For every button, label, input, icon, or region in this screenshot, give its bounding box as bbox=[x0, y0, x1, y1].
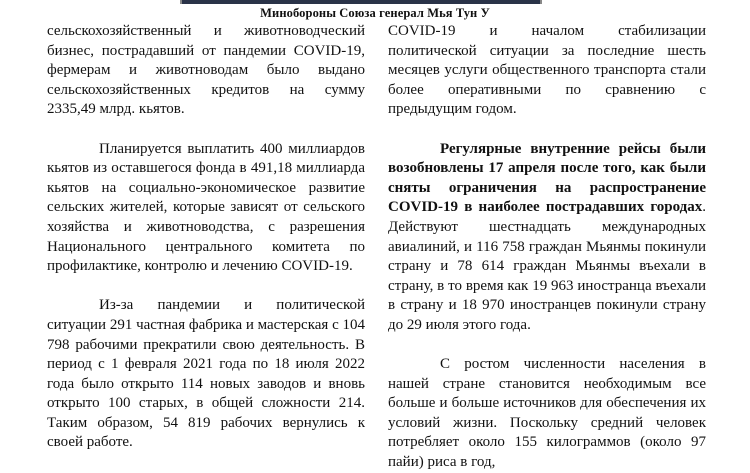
left-column bbox=[47, 22, 365, 453]
right-paragraph-3: С ростом численности населения в нашей стране становится необходимым все больше и больше источников для обеспечения их условий жизни. Поскольку средний человек потребляет около 155 килограммов (около 97 пайи) риса в год, bbox=[388, 356, 706, 471]
photo-caption: Минобороны Союза генерал Мья Тун У bbox=[260, 6, 490, 20]
left-paragraph-1: сельскохозяйственный и животноводческий бизнес, пострадавший от пандемии COVID-19, фермерам и животноводам было выдано сельскохозяйственных кредитов на сумму 2335,49 млрд. кьятов. bbox=[47, 23, 365, 118]
right-paragraph-2 bbox=[388, 140, 706, 336]
right-paragraph-2-bold: Регулярные внутренние рейсы были возобновлены 17 апреля после того, как были сняты ограничения на распространение COVID-19 в наиболее пострадавших городах bbox=[388, 140, 706, 216]
right-paragraph-1: COVID-19 и началом стабилизации политической ситуации за последние шесть месяцев услуги общественного транспорта стали более оперативными по сравнению с предыдущим годом. bbox=[388, 23, 706, 118]
left-paragraph-2: Планируется выплатить 400 миллиардов кьятов из оставшегося фонда в 491,18 миллиарда кьятов на социально-экономическое развитие сельских жителей, которые зависят от сельского хозяйства и животноводства, с разрешения Национального центрального комитета по профилактике, контролю и лечению COVID-19. bbox=[47, 140, 365, 275]
photo-bottom-edge bbox=[180, 0, 542, 4]
left-paragraph-3: Из-за пандемии и политической ситуации 291 частная фабрика и мастерская с 104 798 рабочими прекратили свою деятельность. В период с 1 февраля 2021 года по 18 июля 2022 года было открыто 114 новых заводов и вновь открыто 100 старых, в общей сложности 214. Таким образом, 54 819 рабочих вернулись к своей работе. bbox=[47, 297, 365, 451]
right-paragraph-2-rest: . Действуют шестнадцать международных авиалиний, и 116 758 граждан Мьянмы покинули страну и 78 614 граждан Мьянмы въехали в страну, в то время как 19 963 иностранца въехали в страну и 18 970 иностранцев покинули страну до 29 июля этого года. bbox=[388, 199, 706, 333]
right-column bbox=[388, 22, 706, 473]
